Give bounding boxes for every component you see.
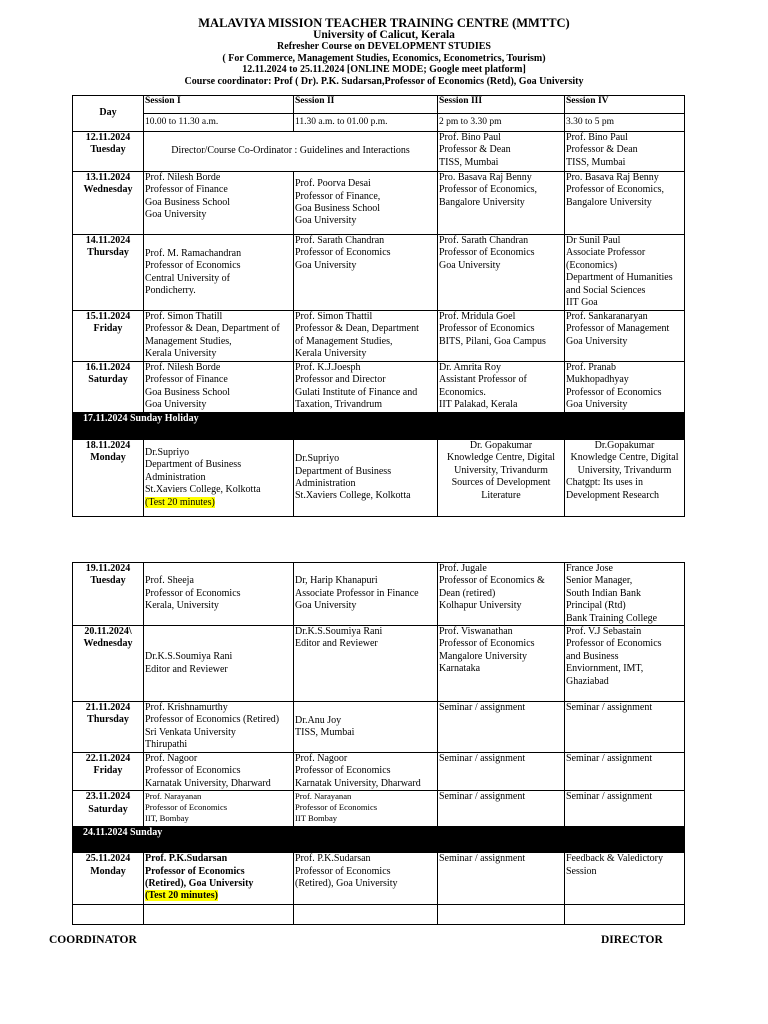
day-cell: 20.11.2024\ Wednesday (73, 626, 144, 702)
session-cell: Dr.Gopakumar Knowledge Centre, Digital University, Trivandurm Chatgpt: Its uses in Development Research (565, 440, 685, 517)
session-4-header: Session IV (565, 96, 685, 114)
session-cell: Prof. Bino Paul Professor & Dean TISS, Mumbai (565, 132, 685, 172)
session-cell: Dr. Gopakumar Knowledge Centre, Digital University, Trivandurm Sources of Development Literature (438, 440, 565, 517)
session-cell: Prof. Sarath Chandran Professor of Economics Goa University (294, 235, 438, 311)
day-cell: 25.11.2024 Monday (73, 853, 144, 905)
session-cell: Prof. Simon Thattil Professor & Dean, Department of Management Studies, Kerala University (294, 311, 438, 362)
session-2-time: 11.30 a.m. to 01.00 p.m. (294, 114, 438, 132)
table-row (73, 172, 685, 235)
day-column-header: Day (73, 96, 144, 132)
session-cell: Prof. Sankaranaryan Professor of Management Goa University (565, 311, 685, 362)
session-cell: Prof. P.K.Sudarsan Professor of Economics (Retired), Goa University (294, 853, 438, 905)
session-3-time: 2 pm to 3.30 pm (438, 114, 565, 132)
session-1-time: 10.00 to 11.30 a.m. (144, 114, 294, 132)
empty-cell (144, 905, 294, 925)
session-cell: France Jose Senior Manager, South Indian Bank Principal (Rtd) Bank Training College (565, 563, 685, 626)
session-1-header: Session I (144, 96, 294, 114)
course-dates: 12.11.2024 to 25.11.2024 [ONLINE MODE; Google meet platform] (242, 64, 526, 75)
session-cell: Seminar / assignment (438, 753, 565, 791)
session-cell: Seminar / assignment (565, 702, 685, 753)
session-cell: Prof. Pranab Mukhopadhyay Professor of Economics Goa University (565, 362, 685, 413)
table-row (73, 362, 685, 413)
table-row (73, 753, 685, 791)
session-cell: Prof. Nilesh Borde Professor of Finance Goa Business School Goa University (144, 362, 294, 413)
holiday-row (73, 413, 685, 440)
session-cell: Pro. Basava Raj Benny Professor of Economics, Bangalore University (438, 172, 565, 235)
table-header-row (73, 96, 685, 114)
session-cell: Prof. Nilesh Borde Professor of Finance Goa Business School Goa University (144, 172, 294, 235)
day-cell: 19.11.2024 Tuesday (73, 563, 144, 626)
coordinator-signature-label: COORDINATOR (49, 934, 137, 946)
session-cell: Dr.Supriyo Department of Business Administration St.Xaviers College, Kolkotta (Test 20 minutes) (144, 440, 294, 517)
schedule-table-1 (72, 95, 685, 517)
session-cell: Prof. Krishnamurthy Professor of Economics (Retired) Sri Venkata University Thirupathi (144, 702, 294, 753)
session-cell: Dr.K.S.Soumiya Rani Editor and Reviewer (294, 626, 438, 702)
session-cell: Dr.Supriyo Department of Business Administration St.Xaviers College, Kolkotta (294, 440, 438, 517)
day-cell: 21.11.2024 Thursday (73, 702, 144, 753)
session-cell: Prof. V.J Sebastain Professor of Economics and Business Enviornment, IMT, Ghaziabad (565, 626, 685, 702)
session-cell: Prof. Bino Paul Professor & Dean TISS, Mumbai (438, 132, 565, 172)
holiday-label: 24.11.2024 Sunday (73, 827, 685, 853)
day-cell: 13.11.2024 Wednesday (73, 172, 144, 235)
course-coordinator: Course coordinator: Prof ( Dr). P.K. Sudarsan,Professor of Economics (Retd), Goa University (184, 75, 584, 87)
holiday-label: 17.11.2024 Sunday Holiday (73, 413, 685, 440)
test-highlight: (Test 20 minutes) (145, 496, 215, 508)
session-cell: Pro. Basava Raj Benny Professor of Economics, Bangalore University (565, 172, 685, 235)
session-cell: Prof. Mridula Goel Professor of Economics BITS, Pilani, Goa Campus (438, 311, 565, 362)
session-cell: Prof. P.K.Sudarsan Professor of Economics (Retired), Goa University (Test 20 minutes) (144, 853, 294, 905)
session-2-header: Session II (294, 96, 438, 114)
day-cell: 18.11.2024 Monday (73, 440, 144, 517)
session-cell: Director/Course Co-Ordinator : Guidelines and Interactions (144, 132, 438, 172)
session-cell: Seminar / assignment (565, 753, 685, 791)
table-row (73, 853, 685, 905)
table-row (73, 791, 685, 827)
session-cell: Dr.Anu Joy TISS, Mumbai (294, 702, 438, 753)
session-cell: Dr. Amrita Roy Assistant Professor of Economics. IIT Palakad, Kerala (438, 362, 565, 413)
day-cell: 15.11.2024 Friday (73, 311, 144, 362)
table-row (73, 235, 685, 311)
session-cell: Prof. K.J.Joesph Professor and Director Gulati Institute of Finance and Taxation, Trivandrum (294, 362, 438, 413)
table-row (73, 132, 685, 172)
session-cell: Seminar / assignment (565, 791, 685, 827)
course-name: Refresher Course on DEVELOPMENT STUDIES (277, 41, 491, 52)
day-cell: 22.11.2024 Friday (73, 753, 144, 791)
table-row (73, 905, 685, 925)
empty-cell (294, 905, 438, 925)
director-signature-label: DIRECTOR (601, 934, 663, 946)
schedule-table-2 (72, 562, 685, 925)
session-cell: Prof. Nagoor Professor of Economics Karnatak University, Dharward (294, 753, 438, 791)
session-cell: Prof. Viswanathan Professor of Economics Mangalore University Karnataka (438, 626, 565, 702)
session-cell: Dr.K.S.Soumiya Rani Editor and Reviewer (144, 626, 294, 702)
empty-cell (73, 905, 144, 925)
session-cell: Seminar / assignment (438, 791, 565, 827)
day-cell: 23.11.2024 Saturday (73, 791, 144, 827)
session-cell: Dr Sunil Paul Associate Professor (Economics) Department of Humanities and Social Sciences IIT Goa (565, 235, 685, 311)
session-cell: Prof. Nagoor Professor of Economics Karnatak University, Dharward (144, 753, 294, 791)
session-cell: Prof. Jugale Professor of Economics & Dean (retired) Kolhapur University (438, 563, 565, 626)
session-cell: Feedback & Valedictory Session (565, 853, 685, 905)
centre-title: MALAVIYA MISSION TEACHER TRAINING CENTRE (MMTTC) (198, 16, 570, 30)
session-cell: Prof. Narayanan Professor of Economics IIT, Bombay (144, 791, 294, 827)
session-4-time: 3.30 to 5 pm (565, 114, 685, 132)
table-row (73, 626, 685, 702)
time-row (73, 114, 685, 132)
day-cell: 14.11.2024 Thursday (73, 235, 144, 311)
test-highlight: (Test 20 minutes) (145, 890, 218, 902)
day-cell: 12.11.2024 Tuesday (73, 132, 144, 172)
empty-cell (565, 905, 685, 925)
session-3-header: Session III (438, 96, 565, 114)
university-name: University of Calicut, Kerala (313, 28, 455, 41)
table-row (73, 311, 685, 362)
table-row (73, 702, 685, 753)
session-cell: Prof. Simon Thatill Professor & Dean, Department of Management Studies, Kerala University (144, 311, 294, 362)
session-cell: Seminar / assignment (438, 702, 565, 753)
document-header (0, 18, 768, 87)
session-cell: Prof. Narayanan Professor of Economics IIT Bombay (294, 791, 438, 827)
session-cell: Prof. Poorva Desai Professor of Finance, Goa Business School Goa University (294, 172, 438, 235)
session-cell: Dr, Harip Khanapuri Associate Professor in Finance Goa University (294, 563, 438, 626)
holiday-row (73, 827, 685, 853)
session-cell: Seminar / assignment (438, 853, 565, 905)
session-cell: Prof. Sarath Chandran Professor of Economics Goa University (438, 235, 565, 311)
table-row (73, 563, 685, 626)
day-cell: 16.11.2024 Saturday (73, 362, 144, 413)
course-disciplines: ( For Commerce, Management Studies, Economics, Econometrics, Tourism) (222, 52, 546, 64)
table-row (73, 440, 685, 517)
session-cell: Prof. M. Ramachandran Professor of Economics Central University of Pondicherry. (144, 235, 294, 311)
empty-cell (438, 905, 565, 925)
session-cell: Prof. Sheeja Professor of Economics Kerala, University (144, 563, 294, 626)
